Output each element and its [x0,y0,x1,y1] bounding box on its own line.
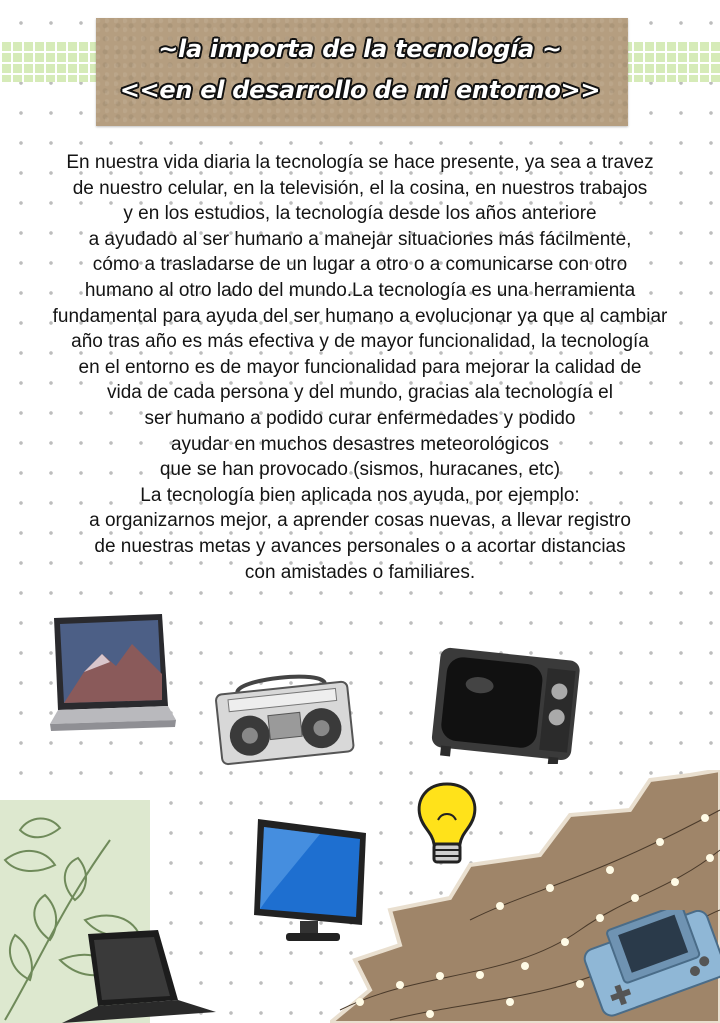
body-line: fundamental para ayuda del ser humano a evolucionar ya que al cambiar [52,305,668,327]
black-laptop-icon [58,930,218,1023]
body-line: año tras año es más efectiva y de mayor funcionalidad, la tecnología [71,331,649,353]
body-text [0,150,720,585]
body-line: a ayudado al ser humano a manejar situaciones más fácilmente, [88,228,632,250]
page-title: ~la importa de la tecnología ~ [158,35,562,63]
body-line: en el entorno es de mayor funcionalidad para mejorar la calidad de [78,356,642,378]
body-line: humano al otro lado del mundo.La tecnología es una herramienta [84,279,636,301]
boombox-icon [210,666,358,766]
body-line: ayudar en muchos desastres meteorológicos [170,433,550,455]
body-line: que se han provocado (sismos, huracanes, etc) [159,459,561,481]
body-line: La tecnología bien aplicada nos ayuda, por ejemplo: [140,484,580,506]
body-line: a organizarnos mejor, a aprender cosas nuevas, a llevar registro [89,510,631,532]
body-line: ser humano a podido curar enfermedades y podido [144,407,576,429]
body-line: En nuestra vida diaria la tecnología se hace presente, ya sea a travez [66,152,654,173]
laptop-icon [44,614,176,734]
flat-tv-icon [250,815,370,945]
body-line: de nuestro celular, en la televisión, el la cosina, en nuestros trabajos [72,177,648,199]
body-line: cómo a trasladarse de un lugar a otro o a comunicarse con otro [92,254,628,276]
body-line: y en los estudios, la tecnología desde los años anteriore [123,203,597,225]
body-line: de nuestras metas y avances personales o a acortar distancias [94,535,626,557]
game-console-icon [582,910,720,1023]
body-line: con amistades o familiares. [244,561,476,583]
light-bulb-icon [412,780,482,870]
body-line: vida de cada persona y del mundo, gracias ala tecnología el [107,382,613,404]
page-subtitle: <<en el desarrollo de mi entorno>> [119,76,601,104]
retro-tv-icon [430,640,582,764]
